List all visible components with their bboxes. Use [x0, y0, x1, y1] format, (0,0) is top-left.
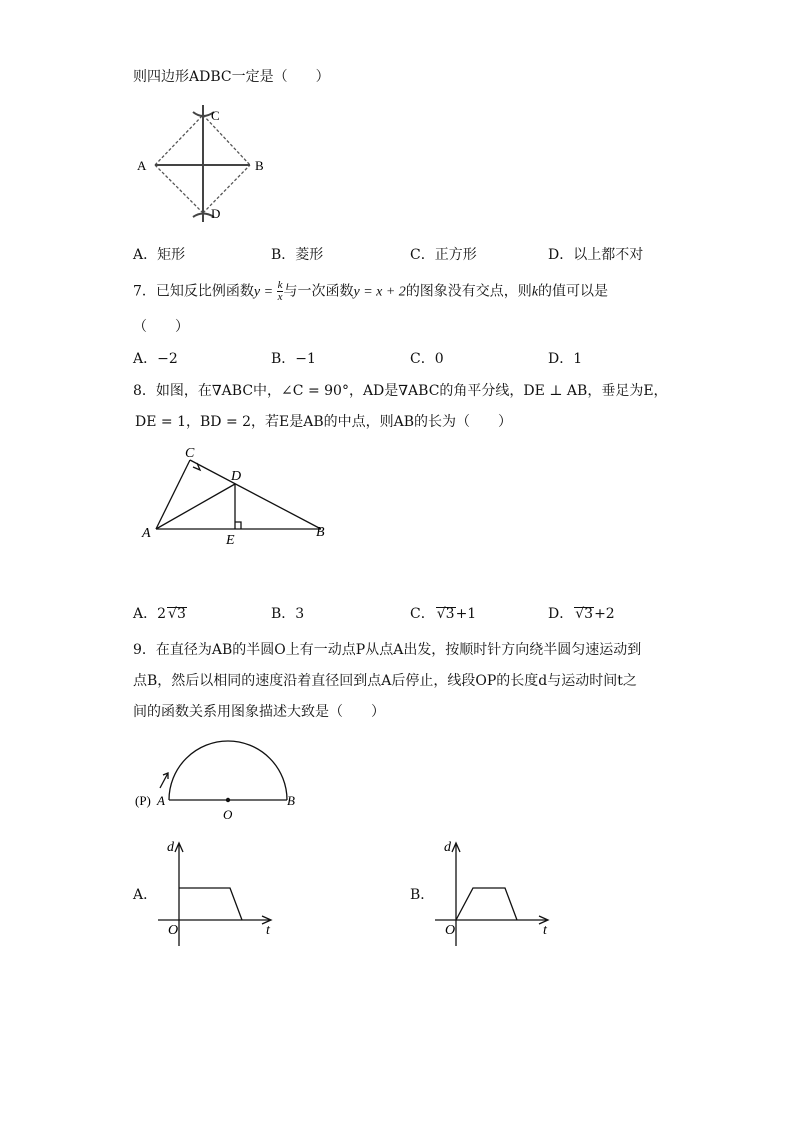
q9-graph-b-t: t	[543, 923, 547, 938]
q9-option-a-label[interactable]: A．	[133, 887, 158, 903]
q7-choice-d[interactable]: D．1	[548, 351, 583, 367]
q8-sqrt-c: √3	[436, 606, 455, 622]
q7-stem-suffix: 的图象没有交点，则	[405, 283, 532, 300]
q9-stem-line1: 9．在直径为AB的半圆O上有一动点P从点A出发，按顺时针方向绕半圆匀速运动到	[133, 642, 642, 658]
q7-frac-den: x	[277, 291, 283, 303]
q7-stem-mid: 与一次函数	[283, 283, 354, 300]
q6-label-c: C	[211, 108, 220, 123]
q7-choice-a[interactable]: A．−2	[133, 351, 178, 367]
q7-stem-tail: 的值可以是	[538, 283, 609, 300]
q8-sqrt-d: √3	[575, 606, 594, 622]
q9-stem-line3: 间的函数关系用图象描述大致是（ ）	[133, 704, 385, 720]
q8-stem-line1: 8．如图，在∇ABC中，∠C = 90°，AD是∇ABC的角平分线，DE ⊥ AB，垂足为E，	[133, 383, 668, 399]
q7-stem-prefix: 7．已知反比例函数	[133, 283, 254, 300]
q8-choice-d[interactable]: D． √3+2	[548, 606, 615, 622]
q9-graph-a-t: t	[266, 923, 270, 938]
q9-semicircle-figure	[130, 733, 310, 825]
q6-rhombus-figure	[130, 100, 280, 225]
q9-label-a: A	[157, 793, 165, 808]
q7-frac-num: k	[277, 279, 283, 291]
q9-graph-b[interactable]	[427, 834, 567, 950]
q9-label-b: B	[287, 793, 295, 808]
q8-stem-line2: DE = 1，BD = 2，若E是AB的中点，则AB的长为（ ）	[135, 414, 513, 430]
q7-paren: （ ）	[133, 319, 189, 335]
q7-func2: y = x + 2	[353, 284, 406, 300]
q6-label-d: D	[211, 206, 221, 221]
q9-option-b-label[interactable]: B．	[410, 887, 435, 903]
q6-choice-b[interactable]: B．菱形	[271, 247, 324, 263]
q8-choice-c[interactable]: C． √3+1	[410, 606, 477, 622]
q8-label-b: B	[316, 525, 325, 540]
q6-choice-c[interactable]: C．正方形	[410, 247, 477, 263]
q8-label-c: C	[185, 446, 195, 461]
q7-choice-c[interactable]: C．0	[410, 351, 444, 367]
q8-choice-a[interactable]: A．2 √3	[133, 606, 186, 622]
q9-graph-a-d: d	[167, 840, 174, 855]
q8-sqrt-a: √3	[168, 606, 186, 622]
q8-label-a: A	[142, 526, 151, 541]
q9-stem-line2: 点B，然后以相同的速度沿着直径回到点A后停止，线段OP的长度d与运动时间t之	[133, 673, 637, 689]
q9-graph-b-d: d	[444, 840, 451, 855]
q8-label-e: E	[226, 533, 235, 547]
q9-graph-b-o: O	[445, 923, 456, 938]
q7-var-k: k	[531, 284, 539, 300]
q6-choice-a[interactable]: A．矩形	[133, 247, 186, 263]
q6-choice-d[interactable]: D．以上都不对	[548, 247, 644, 263]
q9-graph-a[interactable]	[150, 834, 290, 950]
q8-triangle-figure	[138, 442, 338, 547]
q9-label-o: O	[223, 807, 233, 822]
q6-label-b: B	[255, 158, 264, 173]
q7-func1-lhs: y =	[253, 284, 277, 300]
q7-choice-b[interactable]: B．−1	[271, 351, 316, 367]
q6-stem-end: 则四边形ADBC一定是（ ）	[133, 69, 330, 85]
q8-label-d: D	[231, 469, 242, 484]
q9-graph-a-o: O	[168, 923, 179, 938]
q6-label-a: A	[137, 158, 147, 173]
q7-stem	[133, 280, 608, 303]
q9-label-p: (P)	[135, 793, 151, 808]
q8-choice-b[interactable]: B．3	[271, 606, 305, 622]
